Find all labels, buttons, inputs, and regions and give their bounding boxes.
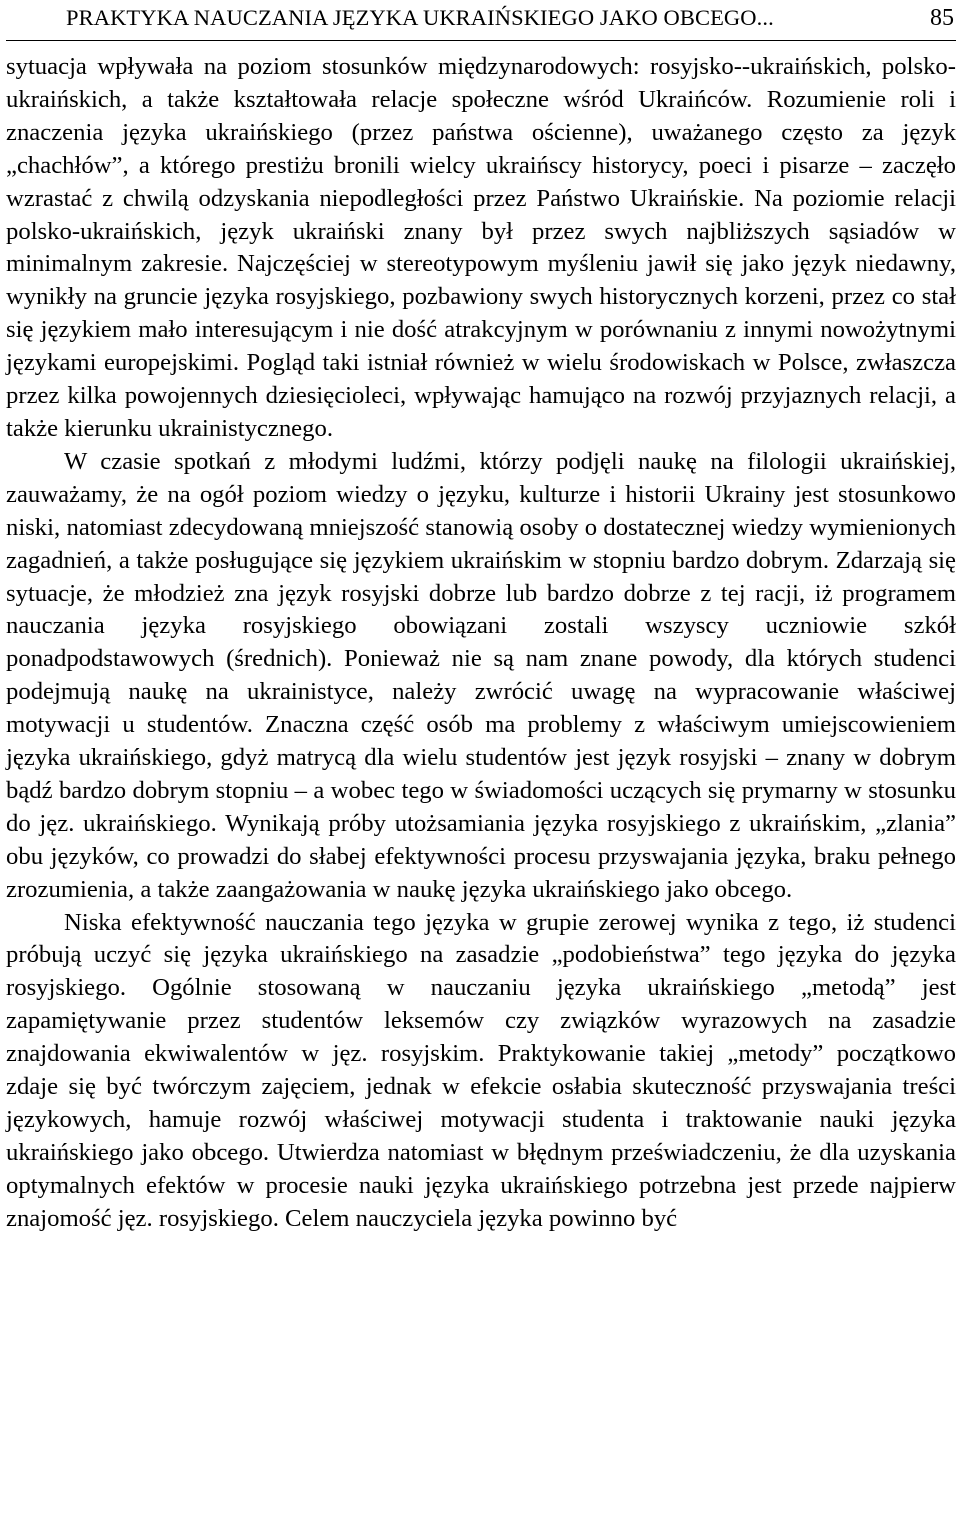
page-number: 85 xyxy=(930,5,954,31)
paragraph-2: W czasie spotkań z młodymi ludźmi, którzy podjęli naukę na filologii ukraińskiej, zauważamy, że na ogół poziom wiedzy o języku, kulturze i historii Ukrainy jest stosunkowo niski, natomiast zdecydowaną mniejszość stanowią osoby o dostatecznej wiedzy wymienionych zagadnień, a także posługujące się językiem ukraińskim w stopniu bardzo dobrym. Zdarzają się sytuacje, że młodzież zna język rosyjski dobrze lub bardzo dobrze z tej racji, iż programem nauczania języka rosyjskiego obowiązani zostali wszyscy uczniowie szkół ponadpodstawowych (średnich). Ponieważ nie są nam znane powody, dla których studenci podejmują naukę na ukrainistyce, należy zwrócić uwagę na wypracowanie właściwej motywacji u studentów. Znaczna część osób ma problemy z właściwym umiejscowieniem języka ukraińskiego, gdyż matrycą dla wielu studentów jest język rosyjski – znany w dobrym bądź bardzo dobrym stopniu – a wobec tego w świadomości uczących się prymarny w stosunku do jęz. ukraińskiego. Wynikają próby utożsamiania języka rosyjskiego z ukraińskim, „zlania” obu języków, co prowadzi do słabej efektywności procesu przyswajania języka, braku pełnego zrozumienia, a także zaangażowania w naukę języka ukraińskiego jako obcego. xyxy=(6,447,956,903)
running-title: PRAKTYKA NAUCZANIA JĘZYKA UKRAIŃSKIEGO JAKO OBCEGO... xyxy=(66,5,774,30)
paragraph-1: sytuacja wpływała na poziom stosunków międzynarodowych: rosyjsko--ukraińskich, polsko-ukraińskich, a także kształtowała relacje społeczne wśród Ukraińców. Rozumienie roli i znaczenia języka ukraińskiego (przez państwa ościenne), uważanego często za język „chachłów”, a którego prestiżu bronili wielcy ukraińscy historycy, poeci i pisarze – zaczęło wzrastać z chwilą odzyskania niepodległości przez Państwo Ukraińskie. Na poziomie relacji polsko-ukraińskich, język ukraiński znany był przez swych najbliższych sąsiadów w minimalnym zakresie. Najczęściej w stereotypowym myśleniu jawił się jako język niedawny, wynikły na gruncie języka rosyjskiego, pozbawiony swych historycznych korzeni, przez co stał się językiem mało interesującym i nie dość atrakcyjnym w porównaniu z innymi nowożytnymi językami europejskimi. Pogląd taki istniał również w wielu środowiskach w Polsce, zwłaszcza przez kilka powojennych dziesięcioleci, wpływając hamująco na rozwój przyjaznych relacji, a także kierunku ukrainistycznego. xyxy=(6,53,956,442)
paragraph-3: Niska efektywność nauczania tego języka w grupie zerowej wynika z tego, iż studenci próbują uczyć się języka ukraińskiego na zasadzie „podobieństwa” tego języka do języka rosyjskiego. Ogólnie stosowaną w nauczaniu języka ukraińskiego „metodą” jest zapamiętywanie przez studentów leksemów czy związków wyrazowych na zasadzie znajdowania ekwiwalentów w jęz. rosyjskim. Praktykowanie takiej „metody” początkowo zdaje się być twórczym zajęciem, jednak w efekcie osłabia skuteczność przyswajania treści językowych, hamuje rozwój właściwej motywacji studenta i traktowanie nauki języka ukraińskiego jako obcego. Utwierdza natomiast w błędnym przeświadczeniu, że dla uzyskania optymalnych efektów w procesie nauki języka ukraińskiego potrzebna jest przede najpierw znajomość jęz. rosyjskiego. Celem nauczyciela języka powinno być xyxy=(6,908,956,1232)
body-text xyxy=(6,51,956,1236)
running-header xyxy=(6,0,956,41)
